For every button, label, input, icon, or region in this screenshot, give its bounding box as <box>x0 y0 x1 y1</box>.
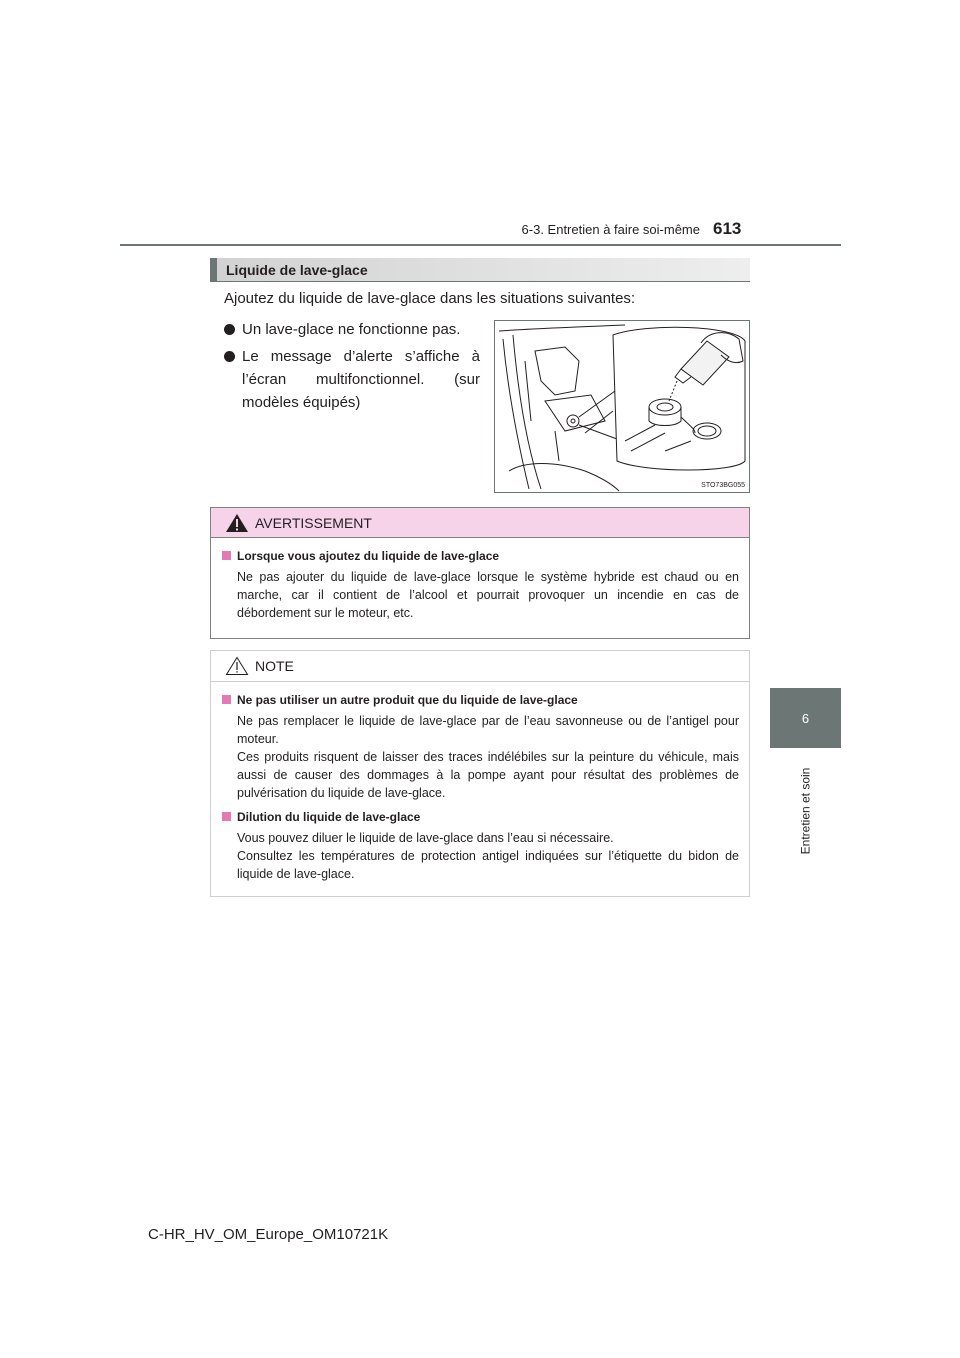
list-item <box>224 345 480 414</box>
section-intro: Ajoutez du liquide de lave-glace dans les situations suivantes: <box>224 290 636 307</box>
square-bullet-icon <box>222 551 231 560</box>
warning-box <box>210 507 750 639</box>
chapter-tab <box>770 688 841 748</box>
note-item-title: Dilution du liquide de lave-glace <box>222 809 739 825</box>
list-item <box>224 318 480 341</box>
engine-bay-drawing <box>495 321 749 492</box>
section-title: Liquide de lave-glace <box>210 258 750 282</box>
warning-header <box>211 508 749 538</box>
square-bullet-icon <box>222 812 231 821</box>
running-header: 6-3. Entretien à faire soi-même <box>521 222 700 237</box>
page-number: 613 <box>713 219 742 238</box>
note-body <box>211 682 749 883</box>
note-heading: NOTE <box>255 658 294 674</box>
chapter-label <box>770 756 841 866</box>
caution-triangle-icon <box>225 656 249 676</box>
chapter-number: 6 <box>801 710 810 726</box>
chapter-title: Entretien et soin <box>798 767 813 855</box>
note-item-text: Ne pas remplacer le liquide de lave-glace par de l’eau savonneuse ou de l’antigel pour moteur. Ces produits risquent de laisser des traces indélébiles sur la peinture du véhicule, mais aussi de causer des dommages à la pompe ayant pour résultat des problèmes de pulvérisation du liquide de lave-glace. <box>237 714 739 800</box>
figure-code: STO73BG055 <box>701 482 745 489</box>
list-item-text: Le message d’alerte s’affiche à l’écran multifonctionnel. (sur modèles équipés) <box>242 348 480 411</box>
warning-heading: AVERTISSEMENT <box>255 514 372 531</box>
warning-item-text: Ne pas ajouter du liquide de lave-glace lorsque le système hybride est chaud ou en marche, car il contient de l’alcool et pourrait provoquer un incendie en cas de débordement sur le moteur, etc. <box>237 570 739 620</box>
square-bullet-icon <box>222 695 231 704</box>
note-item-title: Ne pas utiliser un autre produit que du liquide de lave-glace <box>222 692 739 708</box>
washer-fluid-illustration <box>494 320 750 493</box>
note-box <box>210 650 750 897</box>
note-header <box>211 651 749 682</box>
bullet-icon <box>224 324 235 335</box>
bullet-icon <box>224 351 235 362</box>
warning-triangle-icon <box>225 513 249 533</box>
note-item-text: Vous pouvez diluer le liquide de lave-glace dans l’eau si nécessaire. Consultez les températures de protection antigel indiquées sur l’étiquette du bidon de liquide de lave-glace. <box>237 831 739 881</box>
condition-list <box>224 318 480 418</box>
header-divider <box>120 244 841 246</box>
warning-item-title: Lorsque vous ajoutez du liquide de lave-glace <box>222 548 739 564</box>
warning-body <box>211 538 749 622</box>
list-item-text: Un lave-glace ne fonctionne pas. <box>242 321 461 338</box>
manual-code: C-HR_HV_OM_Europe_OM10721K <box>148 1226 389 1243</box>
